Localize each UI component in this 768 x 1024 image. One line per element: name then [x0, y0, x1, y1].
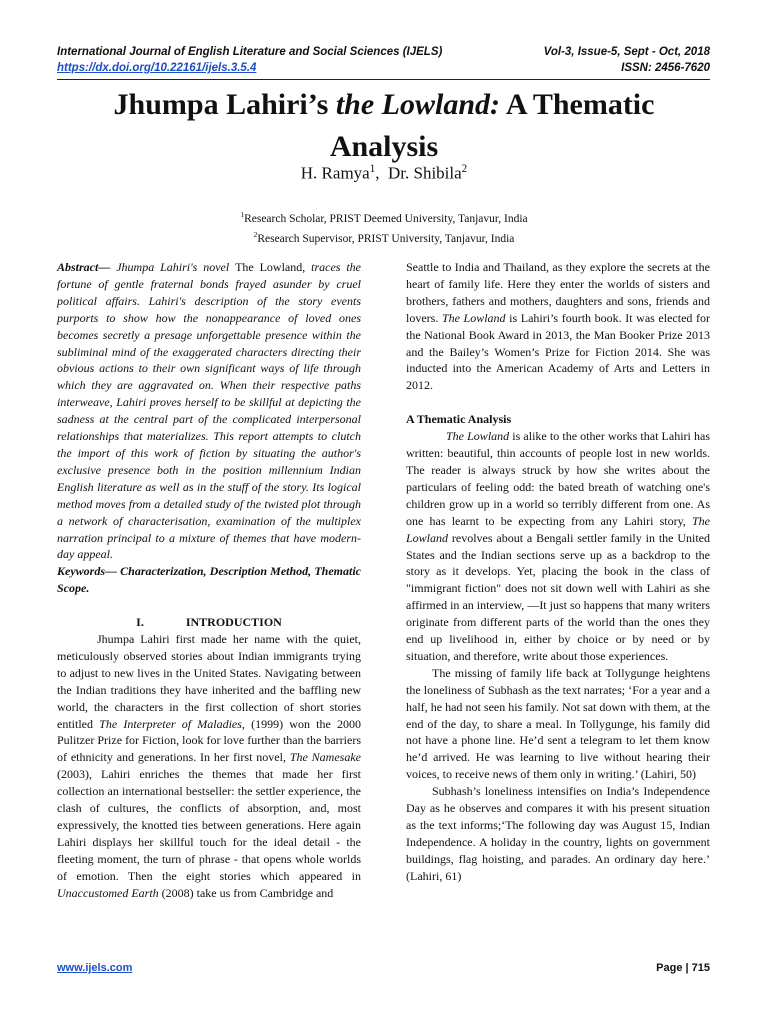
keywords: Keywords— Characterization, Description Method, Thematic Scope.: [57, 564, 361, 596]
affiliation-2-sup: 2: [253, 229, 258, 239]
author-2: Dr. Shibila: [388, 163, 462, 183]
authors: [60, 163, 708, 184]
abstract: [57, 259, 361, 563]
author-2-sup: 2: [461, 163, 468, 175]
right-p2-text-1: is alike to the other works that Lahiri has written: beautiful, thin accounts of people lost in new worlds. The reader is always struck by how she writes about the particulars of feeling odd: the bated breath of watching one's children grow up in a world so terribly different from one. As one has learnt to be expecting from any Lahiri story,: [406, 429, 710, 528]
section-title: INTRODUCTION: [185, 615, 282, 630]
doi-link[interactable]: https://dx.doi.org/10.22161/ijels.3.5.4: [57, 62, 257, 74]
right-p2-book-2: The Lowland: [406, 513, 710, 545]
right-p2-text-2: revolves about a Bengali settler family in the United States and the Indian sections serve up as a backdrop to the story as it develops. Yet, placing the book in the class of "immigrant fiction" does not sit down well with Lahiri as she affirmed in an interview, —It just so happens that many writers originate from different parts of the world than the ones they end up livelihood in, either by choice or by need or by situation, and therefore, write about those experiences.: [406, 530, 710, 663]
affiliation-1: [60, 207, 708, 227]
affiliation-2-text: Research Supervisor, PRIST University, Tanjavur, India: [257, 232, 515, 245]
affiliation-1-text: Research Scholar, PRIST Deemed University, Tanjavur, India: [244, 212, 528, 225]
abstract-text-2: traces the fortune of gentle fraternal bonds frayed asunder by cruel political affairs. Lahiri's description of the story events purports to show how the nonappearance of loved ones becomes secretly a presage unforgettable presence within the subliminal mind of the exaggerated characters directing their obvious actions to their own significant ways of life through which they are aggravated on. When their respective paths interweave, Lahiri proves herself to be skillful at depicting the sadness at the central part of the complicated interpersonal relationships that materializes. This report attempts to clutch the import of this work of fiction by situating the author's exclusive presence both in the position millennium Indian English literature as well as in the stuff of the story. Its logical method moves from a detailed study of the twisted plot through a network of characterisation, examination of the multiplex narration principal to a mixture of themes that have modern-day appeal.: [57, 260, 361, 562]
right-p1-text-2: is Lahiri’s fourth book. It was elected for the National Book Award in 2013, the Man Booker Prize 2013 and the Bailey’s Women’s Prize for Fiction 2014. She was inducted into the American Academy of Arts and Letters in 2012.: [406, 310, 710, 393]
title-part-1: Jhumpa Lahiri’s: [113, 88, 336, 121]
affiliation-1-sup: 1: [240, 210, 245, 219]
intro-book-1: The Interpreter of Maladies,: [99, 716, 245, 731]
right-p1-book: The Lowland: [441, 310, 506, 325]
affiliations: [60, 207, 708, 247]
right-paragraph-2: [406, 428, 710, 665]
section-heading-introduction: [57, 614, 361, 631]
author-separator: ,: [375, 163, 388, 183]
intro-book-2: The Namesake: [289, 750, 361, 765]
paper-title: [60, 84, 708, 168]
author-1: H. Ramya: [300, 163, 370, 183]
right-p2-book-1: The Lowland: [446, 429, 510, 444]
issn: ISSN: 2456-7620: [621, 62, 710, 74]
intro-text-1: Jhumpa Lahiri first made her name with the quiet, meticulously observed stories about Indian immigrants trying to adjust to new lives in the United States. Navigating between the Indian traditions they have inherited and the baffling new world, the characters in the first collection of short stories entitled: [57, 632, 361, 731]
page-footer: [57, 962, 710, 974]
left-column: [57, 259, 361, 902]
right-paragraph-3: The missing of family life back at Tollygunge heightens the loneliness of Subhash as the text narrates; ‘For a year and a half, he had not seen his family. Not sat down with them, at the end of the day, to share a meal. In Tollygunge, his family did not have a phone line. He’d sent a telegram to let them know he’d arrived. He was learning to live without hearing their voices, to receive news of them only in writing.’ (Lahiri, 50): [406, 665, 710, 782]
right-paragraph-1: [406, 259, 710, 394]
right-p1-text-1: Seattle to India and Thailand, as they explore the secrets at the heart of family life. Here they enter the worlds of sisters and brothers, fathers and mothers, daughters and sons, friends and lovers.: [406, 260, 710, 325]
section-number: I.: [136, 615, 144, 630]
page-number: Page | 715: [656, 962, 710, 974]
journal-name: International Journal of English Literature and Social Sciences (IJELS): [57, 46, 443, 58]
right-paragraph-4: Subhash’s loneliness intensifies on India’s Independence Day as he observes and compares it with his present situation as the text informs;‘The following day was August 15, Indian Independence. A holiday in the country, lights on government buildings, flag hoisting, and parades. An ordinary day here.’ (Lahiri, 61): [406, 784, 710, 883]
abstract-text-1: Jhumpa Lahiri's novel: [110, 260, 236, 274]
affiliation-2: [60, 227, 708, 247]
right-column: [406, 259, 710, 885]
abstract-book-title: The Lowland,: [235, 260, 306, 274]
intro-text-4: (2008) take us from Cambridge and: [158, 885, 334, 900]
website-link[interactable]: www.ijels.com: [57, 962, 133, 974]
abstract-label: Abstract—: [57, 260, 111, 274]
title-part-2: A Thematic Analysis: [329, 88, 655, 163]
subsection-heading: A Thematic Analysis: [406, 412, 512, 427]
intro-text-3: (2003), Lahiri enriches the themes that made her first collection an international bestseller: the settler experience, the clash of cultures, the conflicts of absorption, and, most expressively, the knotted ties between generations. Here again Lahiri displays her skillful touch for the ideal detail - the fleeting moment, the turn of phrase - that opens whole worlds of emotion. Then the eight stories which appeared in: [57, 767, 361, 883]
intro-paragraph: [57, 631, 361, 902]
running-header: [57, 44, 710, 76]
intro-text-2: (1999) won the 2000 Pulitzer Prize for Fiction, look for love further than the barriers of ethnicity and generations. In her first novel,: [57, 716, 361, 765]
title-italic: the Lowland:: [335, 88, 500, 121]
intro-book-3: Unaccustomed Earth: [57, 885, 159, 900]
volume-info: Vol-3, Issue-5, Sept - Oct, 2018: [543, 46, 710, 58]
author-1-sup: 1: [369, 163, 376, 175]
header-rule: [57, 79, 710, 80]
